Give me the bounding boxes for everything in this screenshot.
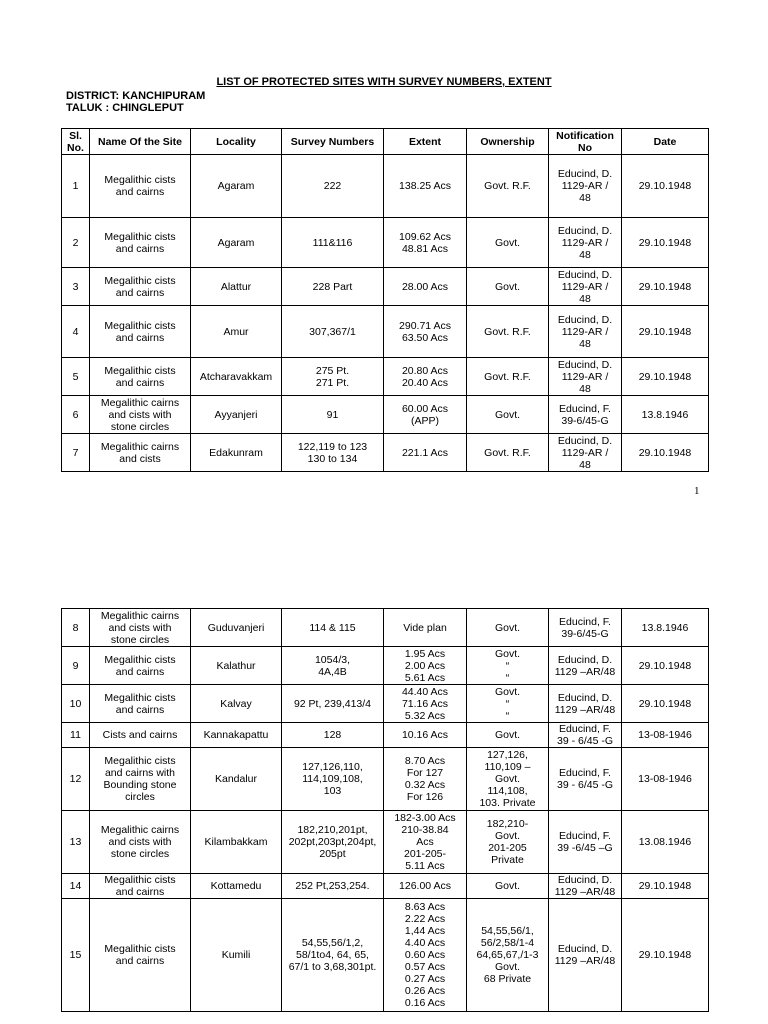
survey-numbers-cell: 222 <box>282 155 384 218</box>
taluk-label: TALUK : CHINGLEPUT <box>66 102 184 114</box>
protected-sites-table-page1 <box>61 128 709 472</box>
ownership-cell: Govt. “ “ <box>467 647 549 685</box>
extent-cell: 8.70 Acs For 127 0.32 Acs For 126 <box>384 748 467 811</box>
ownership-cell: Govt. <box>467 218 549 268</box>
sl-no-cell: 6 <box>62 396 90 434</box>
survey-numbers-cell: 275 Pt. 271 Pt. <box>282 358 384 396</box>
locality-cell: Ayyanjeri <box>191 396 282 434</box>
date-cell: 29.10.1948 <box>622 434 709 472</box>
extent-cell: 290.71 Acs 63.50 Acs <box>384 306 467 358</box>
site-name-cell: Megalithic cists and cairns <box>90 874 191 899</box>
locality-cell: Atcharavakkam <box>191 358 282 396</box>
sl-no-cell: 12 <box>62 748 90 811</box>
ownership-cell: Govt. <box>467 723 549 748</box>
locality-cell: Kandalur <box>191 748 282 811</box>
column-header-sl-no: Sl. No. <box>62 129 90 155</box>
sl-no-cell: 14 <box>62 874 90 899</box>
extent-cell: 10.16 Acs <box>384 723 467 748</box>
date-cell: 29.10.1948 <box>622 685 709 723</box>
column-header-ownership: Ownership <box>467 129 549 155</box>
protected-sites-table-page2 <box>61 608 709 1012</box>
date-cell: 29.10.1948 <box>622 218 709 268</box>
table-row <box>62 434 709 472</box>
date-cell: 13.8.1946 <box>622 396 709 434</box>
table-row <box>62 155 709 218</box>
date-cell: 13.08.1946 <box>622 811 709 874</box>
notification-cell: Educind, F. 39 - 6/45 -G <box>549 723 622 748</box>
site-name-cell: Megalithic cists and cairns <box>90 899 191 1012</box>
date-cell: 29.10.1948 <box>622 899 709 1012</box>
sl-no-cell: 9 <box>62 647 90 685</box>
table-row <box>62 218 709 268</box>
ownership-cell: Govt. “ “ <box>467 685 549 723</box>
extent-cell: 44.40 Acs 71.16 Acs 5.32 Acs <box>384 685 467 723</box>
column-header-notification-no: Notification No <box>549 129 622 155</box>
ownership-cell: Govt. <box>467 874 549 899</box>
locality-cell: Agaram <box>191 218 282 268</box>
date-cell: 13.8.1946 <box>622 609 709 647</box>
locality-cell: Guduvanjeri <box>191 609 282 647</box>
date-cell: 29.10.1948 <box>622 155 709 218</box>
locality-cell: Kumili <box>191 899 282 1012</box>
column-header-locality: Locality <box>191 129 282 155</box>
notification-cell: Educind, D. 1129-AR / 48 <box>549 155 622 218</box>
ownership-cell: 54,55,56/1, 56/2,58/1-4 64,65,67,/1-3 Govt. 68 Private <box>467 899 549 1012</box>
sl-no-cell: 11 <box>62 723 90 748</box>
column-header-survey-numbers: Survey Numbers <box>282 129 384 155</box>
notification-cell: Educind, D. 1129-AR / 48 <box>549 434 622 472</box>
locality-cell: Kalvay <box>191 685 282 723</box>
ownership-cell: Govt. R.F. <box>467 358 549 396</box>
locality-cell: Kalathur <box>191 647 282 685</box>
sl-no-cell: 3 <box>62 268 90 306</box>
extent-cell: 138.25 Acs <box>384 155 467 218</box>
site-name-cell: Megalithic cists and cairns <box>90 155 191 218</box>
ownership-cell: Govt. R.F. <box>467 155 549 218</box>
date-cell: 29.10.1948 <box>622 268 709 306</box>
survey-numbers-cell: 122,119 to 123 130 to 134 <box>282 434 384 472</box>
survey-numbers-cell: 92 Pt, 239,413/4 <box>282 685 384 723</box>
notification-cell: Educind, D. 1129 –AR/48 <box>549 899 622 1012</box>
survey-numbers-cell: 127,126,110, 114,109,108, 103 <box>282 748 384 811</box>
notification-cell: Educind, D. 1129 –AR/48 <box>549 685 622 723</box>
sl-no-cell: 8 <box>62 609 90 647</box>
notification-cell: Educind, F. 39-6/45-G <box>549 396 622 434</box>
site-name-cell: Megalithic cists and cairns <box>90 647 191 685</box>
sl-no-cell: 15 <box>62 899 90 1012</box>
date-cell: 13-08-1946 <box>622 723 709 748</box>
survey-numbers-cell: 54,55,56/1,2, 58/1to4, 64, 65, 67/1 to 3,68,301pt. <box>282 899 384 1012</box>
table-row <box>62 899 709 1012</box>
site-name-cell: Megalithic cists and cairns <box>90 358 191 396</box>
sl-no-cell: 4 <box>62 306 90 358</box>
date-cell: 29.10.1948 <box>622 306 709 358</box>
extent-cell: 8.63 Acs 2.22 Acs 1,44 Acs 4.40 Acs 0.60 Acs 0.57 Acs 0.27 Acs 0.26 Acs 0.16 Acs <box>384 899 467 1012</box>
site-name-cell: Megalithic cairns and cists with stone circles <box>90 396 191 434</box>
notification-cell: Educind, D. 1129 –AR/48 <box>549 647 622 685</box>
table-row <box>62 306 709 358</box>
sl-no-cell: 10 <box>62 685 90 723</box>
table-row <box>62 874 709 899</box>
site-name-cell: Megalithic cairns and cists with stone circles <box>90 609 191 647</box>
date-cell: 29.10.1948 <box>622 874 709 899</box>
table-row <box>62 609 709 647</box>
notification-cell: Educind, D. 1129-AR / 48 <box>549 218 622 268</box>
survey-numbers-cell: 182,210,201pt, 202pt,203pt,204pt, 205pt <box>282 811 384 874</box>
extent-cell: 182-3.00 Acs 210-38.84 Acs 201-205- 5.11 Acs <box>384 811 467 874</box>
date-cell: 13-08-1946 <box>622 748 709 811</box>
site-name-cell: Cists and cairns <box>90 723 191 748</box>
sl-no-cell: 2 <box>62 218 90 268</box>
extent-cell: Vide plan <box>384 609 467 647</box>
date-cell: 29.10.1948 <box>622 647 709 685</box>
table-row <box>62 358 709 396</box>
column-header-date: Date <box>622 129 709 155</box>
site-name-cell: Megalithic cists and cairns <box>90 306 191 358</box>
notification-cell: Educind, D. 1129-AR / 48 <box>549 358 622 396</box>
survey-numbers-cell: 111&116 <box>282 218 384 268</box>
notification-cell: Educind, D. 1129-AR / 48 <box>549 268 622 306</box>
site-name-cell: Megalithic cists and cairns with Bounding stone circles <box>90 748 191 811</box>
column-header-site-name: Name Of the Site <box>90 129 191 155</box>
extent-cell: 20.80 Acs 20.40 Acs <box>384 358 467 396</box>
document-title: LIST OF PROTECTED SITES WITH SURVEY NUMBERS, EXTENT <box>216 76 552 88</box>
ownership-cell: Govt. R.F. <box>467 434 549 472</box>
locality-cell: Alattur <box>191 268 282 306</box>
locality-cell: Amur <box>191 306 282 358</box>
locality-cell: Kottamedu <box>191 874 282 899</box>
sl-no-cell: 5 <box>62 358 90 396</box>
extent-cell: 221.1 Acs <box>384 434 467 472</box>
date-cell: 29.10.1948 <box>622 358 709 396</box>
table-row <box>62 268 709 306</box>
ownership-cell: 182,210- Govt. 201-205 Private <box>467 811 549 874</box>
table-row <box>62 723 709 748</box>
extent-cell: 1.95 Acs 2.00 Acs 5.61 Acs <box>384 647 467 685</box>
locality-cell: Edakunram <box>191 434 282 472</box>
survey-numbers-cell: 228 Part <box>282 268 384 306</box>
survey-numbers-cell: 91 <box>282 396 384 434</box>
ownership-cell: Govt. <box>467 396 549 434</box>
locality-cell: Kannakapattu <box>191 723 282 748</box>
table-row <box>62 396 709 434</box>
ownership-cell: 127,126, 110,109 – Govt. 114,108, 103. Private <box>467 748 549 811</box>
survey-numbers-cell: 252 Pt,253,254. <box>282 874 384 899</box>
notification-cell: Educind, F. 39 -6/45 –G <box>549 811 622 874</box>
survey-numbers-cell: 1054/3, 4A,4B <box>282 647 384 685</box>
extent-cell: 109.62 Acs 48.81 Acs <box>384 218 467 268</box>
table-row <box>62 647 709 685</box>
site-name-cell: Megalithic cairns and cists with stone circles <box>90 811 191 874</box>
locality-cell: Kilambakkam <box>191 811 282 874</box>
page-number: 1 <box>694 485 700 497</box>
survey-numbers-cell: 307,367/1 <box>282 306 384 358</box>
extent-cell: 126.00 Acs <box>384 874 467 899</box>
table-row <box>62 685 709 723</box>
district-label: DISTRICT: KANCHIPURAM <box>66 90 206 102</box>
extent-cell: 60.00 Acs (APP) <box>384 396 467 434</box>
survey-numbers-cell: 114 & 115 <box>282 609 384 647</box>
survey-numbers-cell: 128 <box>282 723 384 748</box>
table-row <box>62 748 709 811</box>
sl-no-cell: 7 <box>62 434 90 472</box>
locality-cell: Agaram <box>191 155 282 218</box>
notification-cell: Educind, F. 39 - 6/45 -G <box>549 748 622 811</box>
column-header-extent: Extent <box>384 129 467 155</box>
ownership-cell: Govt. R.F. <box>467 306 549 358</box>
sl-no-cell: 13 <box>62 811 90 874</box>
site-name-cell: Megalithic cists and cairns <box>90 268 191 306</box>
notification-cell: Educind, F. 39-6/45-G <box>549 609 622 647</box>
table-row <box>62 811 709 874</box>
site-name-cell: Megalithic cists and cairns <box>90 685 191 723</box>
ownership-cell: Govt. <box>467 609 549 647</box>
ownership-cell: Govt. <box>467 268 549 306</box>
sl-no-cell: 1 <box>62 155 90 218</box>
extent-cell: 28.00 Acs <box>384 268 467 306</box>
site-name-cell: Megalithic cists and cairns <box>90 218 191 268</box>
notification-cell: Educind, D. 1129 –AR/48 <box>549 874 622 899</box>
site-name-cell: Megalithic cairns and cists <box>90 434 191 472</box>
notification-cell: Educind, D. 1129-AR / 48 <box>549 306 622 358</box>
